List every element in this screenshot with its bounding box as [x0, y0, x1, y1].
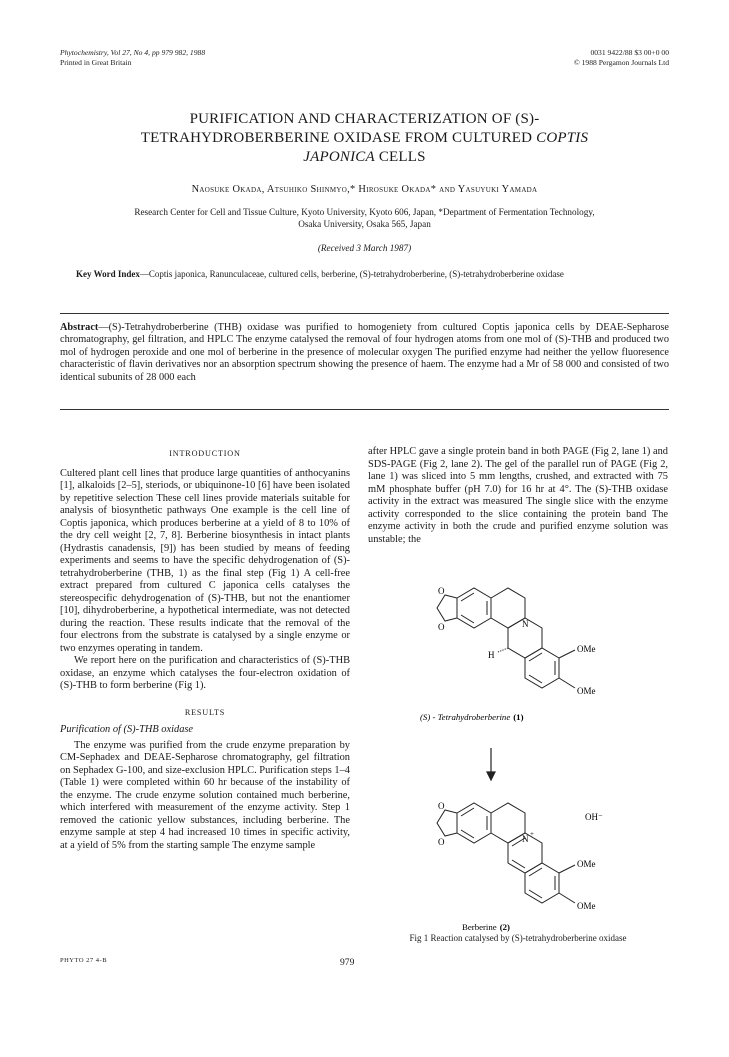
left-column — [60, 448, 350, 852]
footer-code: PHYTO 27 4-B — [60, 957, 108, 964]
ring-b-2 — [491, 803, 525, 843]
stereo-hydrogen-label: H — [488, 650, 495, 660]
reaction-arrow — [487, 748, 495, 780]
keyword-label: Key Word Index — [76, 269, 140, 279]
affiliation — [60, 206, 669, 230]
introduction-heading: INTRODUCTION — [169, 449, 241, 458]
page-number: 979 — [340, 957, 355, 968]
abstract-label: Abstract — [60, 322, 99, 333]
author-list: Naosuke Okada, Atsuhiko Shinmyo,* Hirosuke Okada* and Yasuyuki Yamada — [191, 184, 538, 195]
title-line-1: PURIFICATION AND CHARACTERIZATION OF (S)- — [189, 111, 540, 127]
received-date: (Received 3 March 1987) — [317, 243, 412, 253]
compound-1-label — [420, 712, 524, 722]
abstract — [60, 322, 669, 384]
journal-citation — [60, 48, 205, 68]
title-line-2 — [60, 129, 669, 148]
ring-d-2 — [525, 863, 559, 903]
title-line-3-text: CELLS — [374, 149, 426, 165]
affiliation-line-1: Research Center for Cell and Tissue Culture, Kyoto University, Kyoto 606, Japan, *Department of Fermentation Technology, — [134, 207, 595, 217]
abstract-top-rule — [60, 313, 669, 314]
berberine-structure — [437, 803, 575, 903]
ome-label-1a: OMe — [577, 644, 596, 654]
intro-paragraph-1: Cultered plant cell lines that produce large quantities of anthocyanins [1], alkaloids [2–5], steriods, or ubiquinone-10 [6] have been isolated by repetitive selection These cell lines provide materials suitable for analysis of biosynthetic pathways One example is the cell line of Coptis japonica, which produces berberine at a yield of 8 to 10% of the dry cell weight [2, 7, 8]. Berberine biosynthesis in intact plants (Hydrastis canadensis, [9]) has been studied by means of feeding experiments and seems to have the specific dehydrogenation of (S)-tetrahydroberberine (THB, 1) as the final step (Fig 1) A cell-free extract prepared from cultured C japonica cells catalyses the stereospecific dehydrogenation of (S)-THB, but not the enantiomer [10], dihydroberberine, a hypothetical intermediate, was not detected during the reaction. These results indicate that the removal of the four electrons from the substrate is catalysed by a single enzyme or two enzymes operating in tandem. — [60, 467, 350, 654]
ring-b-1 — [491, 588, 525, 628]
compound-2-label — [462, 922, 510, 932]
oxygen-label-2b: O — [438, 837, 445, 847]
ome-label-1b: OMe — [577, 686, 596, 696]
keyword-text: —Coptis japonica, Ranunculaceae, cultured cells, berberine, (S)-tetrahydroberberine, (S)-tetrahydroberberine oxidase — [139, 269, 564, 279]
keyword-index — [76, 268, 656, 280]
compound-1-number: (1) — [513, 712, 524, 722]
abstract-text: —(S)-Tetrahydroberberine (THB) oxidase was purified to homogeniety from cultured Coptis japonica cells by DEAE-Sepharose chromatography, gel filtration, and HPLC The enzyme catalysed the removal of four hydrogen atoms from one mol of (S)-THB and produced two mol of hydrogen peroxide and one mol of berberine in the presence of molecular oxygen The purified enzyme had neither the yellow fluoresence characteristic of flavin derivatives nor an absorption spectrum showing the presence of haem. The enzyme had a Mr of 58 000 and consisted of two identical subunits of 28 000 each — [60, 322, 669, 383]
title-genus: COPTIS — [536, 130, 589, 146]
issn-line: 0031 9422/88 $3 00+0 00 — [590, 48, 669, 57]
ring-a-2 — [457, 803, 491, 843]
journal-line-1: Phytochemistry, Vol 27, No 4, pp 979 982, 1988 — [60, 48, 206, 57]
title-species: JAPONICA — [303, 149, 375, 165]
compound-2-name: Berberine — [462, 922, 497, 932]
tetrahydroberberine-structure — [437, 588, 575, 688]
ring-a-1 — [457, 588, 491, 628]
right-column — [368, 446, 668, 546]
copyright-block — [574, 48, 669, 68]
paper-title — [60, 110, 669, 167]
compound-1-name: (S) - Tetrahydroberberine — [420, 712, 511, 722]
oxygen-label-2a: O — [438, 801, 445, 811]
ome-label-2b: OMe — [577, 901, 596, 911]
title-line-3 — [60, 148, 669, 167]
reaction-figure — [380, 580, 670, 960]
nitrogen-label-2: N — [522, 834, 529, 844]
abstract-bottom-rule — [60, 409, 669, 410]
intro-paragraph-2: We report here on the purification and characteristics of (S)-THB oxidase, an enzyme which catalyses the four-electron oxidation of (S)-THB to form berberine (Fig 1). — [60, 655, 350, 691]
nitrogen-charge: + — [530, 830, 534, 838]
oxygen-label-1a: O — [438, 586, 445, 596]
results-heading: RESULTS — [184, 707, 226, 717]
hydroxide-label: OH⁻ — [585, 812, 603, 822]
figure-caption: Fig 1 Reaction catalysed by (S)-tetrahydroberberine oxidase — [409, 933, 627, 943]
affiliation-line-2: Osaka University, Osaka 565, Japan — [298, 219, 431, 229]
nitrogen-label-1: N — [522, 619, 529, 629]
dioxole-ring-1 — [437, 595, 457, 621]
right-column-paragraph: after HPLC gave a single protein band in both PAGE (Fig 2, lane 1) and SDS-PAGE (Fig 2, lane 2). The gel of the parallel run of PAGE (Fig 2, lane 1) was sliced into 5 mm lengths, crushed, and extracted with 75 mM phosphate buffer (pH 7.0) for 16 hr at 4°. The (S)-THB oxidase activity in the extract was measured The single slice with the enzyme activity corresponded to the slice containing the protein band The enzyme activity in both the crude and purified enzyme solution was unstable; the — [368, 446, 668, 545]
title-line-2-text: TETRAHYDROBERBERINE OXIDASE FROM CULTURED — [140, 130, 537, 146]
results-paragraph-1: The enzyme was purified from the crude enzyme preparation by CM-Sephadex and DEAE-Sepharose chromatography, gel filtration on Sephadex G-100, and size-exclusion HPLC. Purification steps 1–4 (Table 1) were completed within 60 hr because of the instability of the enzyme. The crude enzyme solution contained much berberine, which interfered with measurement of the enzyme activity. Step 1 removed the cationic yellow substances, including berberine. The enzyme sample at step 4 had increased 10 times in specific activity, at a yield of 5% from the starting sample The enzyme sample — [60, 739, 350, 851]
ring-d-1 — [525, 648, 559, 688]
copyright-line: © 1988 Pergamon Journals Ltd — [573, 58, 669, 67]
oxygen-label-1b: O — [438, 622, 445, 632]
results-subheading: Purification of (S)-THB oxidase — [60, 724, 194, 735]
dioxole-ring-2 — [437, 810, 457, 836]
journal-line-2: Printed in Great Britain — [60, 58, 132, 67]
compound-2-number: (2) — [499, 922, 510, 932]
ome-label-2a: OMe — [577, 859, 596, 869]
